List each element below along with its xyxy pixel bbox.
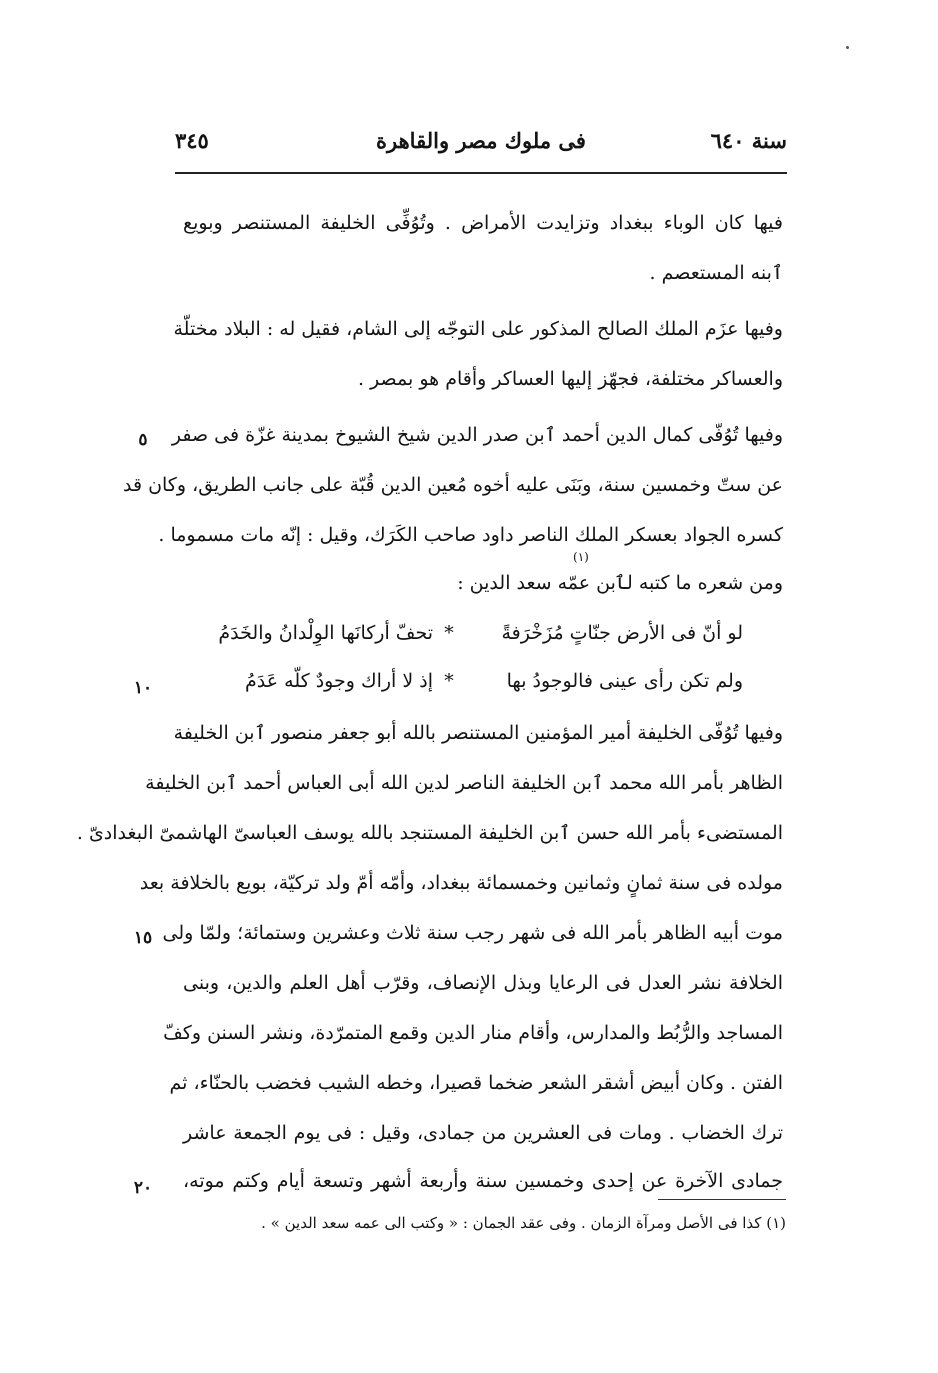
page-number: ٣٤٥ — [175, 128, 209, 153]
footnote-marker: (١) — [573, 550, 589, 564]
text-line: ترك الخضاب . ومات فى العشرين من جمادى، وقيل : فى يوم الجمعة عاشر — [183, 1122, 783, 1144]
verse-line — [183, 612, 783, 654]
text-line: وفيها تُوُفّى كمال الدين أحمد ٱبن صدر الدين شيخ الشيوخ بمدينة غزّة فى صفر — [171, 424, 783, 446]
text-line: كسره الجواد بعسكر الملك الناصر داود صاحب الكَرَك، وقيل : إنّه مات مسموما . — [158, 524, 783, 546]
text-line: المساجد والرُّبُط والمدارس، وأقام منار الدين وقمع المتمرّدة، ونشر السنن وكفّ — [163, 1022, 783, 1044]
footnote-rule — [658, 1199, 786, 1200]
header-year: سنة ٦٤٠ — [710, 128, 787, 153]
footnote: (١) كذا فى الأصل ومرآة الزمان . وفى عقد الجمان : « وكتب الى عمه سعد الدين » . — [261, 1214, 786, 1232]
text-line: ومن شعره ما كتبه لٱبن عمّه سعد الدين : — [457, 572, 783, 594]
verse-first-hemistich: لو أنّ فى الأرض جنّاتٍ مُزَخْرَفةً — [501, 622, 743, 644]
text-line: الظاهر بأمر الله محمد ٱبن الخليفة الناصر لدين الله أبى العباس أحمد ٱبن الخليفة — [145, 772, 783, 794]
verse-separator: * — [444, 622, 454, 644]
line-number: ٥ — [138, 430, 148, 450]
text-line: وفيها عزَم الملك الصالح المذكور على التوجّه إلى الشام، فقيل له : البلاد مختلّة — [173, 318, 783, 340]
text-line: مولده فى سنة ثمانٍ وثمانين وخمسمائة ببغداد، وأمّه أمّ ولد تركيّة، بويع بالخلافة بعد — [139, 872, 783, 894]
text-line: ٱبنه المستعصم . — [649, 262, 783, 284]
text-line: والعساكر مختلفة، فجهّز إليها العساكر وأقام هو بمصر . — [357, 368, 783, 390]
verse-second-hemistich: تحفّ أركانَها الوِلْدانُ والخَدَمُ — [218, 622, 433, 644]
line-number: ٢٠ — [133, 1178, 153, 1198]
verse-first-hemistich: ولم تكن رأى عينى فالوجودُ بها — [506, 670, 743, 692]
text-line: الفتن . وكان أبيض أشقر الشعر ضخما قصيرا، وخطه الشيب فخضب بالحنّاء، ثم — [169, 1072, 783, 1094]
line-number: ١٥ — [133, 928, 153, 948]
text-line: موت أبيه الظاهر بأمر الله فى شهر رجب سنة ثلاث وعشرين وستمائة؛ ولمّا ولى — [162, 922, 783, 944]
verse-line — [183, 660, 783, 702]
paper-speck — [846, 46, 849, 49]
line-number: ١٠ — [133, 678, 153, 698]
text-line: جمادى الآخرة عن إحدى وخمسين سنة وأربعة أشهر وتسعة أيام وكتم موته، — [183, 1170, 783, 1192]
text-line: وفيها تُوُفّى الخليفة أمير المؤمنين المستنصر بالله أبو جعفر منصور ٱبن الخليفة — [173, 722, 783, 744]
verse-second-hemistich: إذ لا أراك وجودٌ كلّه عَدَمُ — [245, 670, 433, 692]
text-line: المستضىء بأمر الله حسن ٱبن الخليفة المستنجد بالله يوسف العباسىّ الهاشمىّ البغدادىّ . — [76, 822, 783, 844]
text-line: عن ستّ وخمسين سنة، وبَنَى عليه أخوه مُعين الدين قُبّة على جانب الطريق، وكان قد — [122, 474, 783, 496]
verse-separator: * — [444, 670, 454, 692]
header-rule — [175, 172, 787, 174]
text-line: الخلافة نشر العدل فى الرعايا وبذل الإنصاف، وقرّب أهل العلم والدين، وبنى — [183, 972, 783, 994]
header-title: فى ملوك مصر والقاهرة — [376, 128, 586, 153]
text-line: فيها كان الوباء ببغداد وتزايدت الأمراض . وتُوُفِّى الخليفة المستنصر وبويع — [183, 212, 783, 234]
running-header — [175, 128, 787, 168]
